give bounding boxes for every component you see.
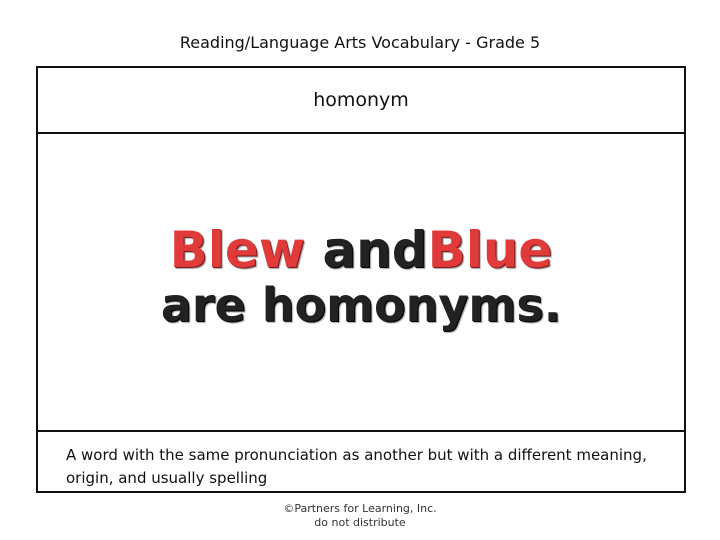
- definition-line-1: A word with the same pronunciation as another but with a different meaning,: [66, 446, 647, 464]
- vocabulary-card: [36, 66, 686, 493]
- definition: [66, 444, 666, 490]
- example-connector: and: [322, 221, 428, 279]
- definition-line-2: origin, and usually spelling: [66, 469, 268, 487]
- copyright-text: ©Partners for Learning, Inc.: [283, 502, 437, 515]
- example-area: [38, 134, 684, 432]
- page-title: Reading/Language Arts Vocabulary - Grade 5: [179, 33, 541, 52]
- term-band: [38, 68, 684, 134]
- example-sentence-line-2: are homonyms.: [160, 278, 562, 332]
- footer: [0, 502, 720, 530]
- distribution-notice: do not distribute: [314, 516, 406, 529]
- example-sentence-line-1: [38, 222, 684, 278]
- example-word-2: Blue: [427, 221, 553, 279]
- vocabulary-term: homonym: [313, 89, 409, 111]
- example-word-1: Blew: [169, 221, 306, 279]
